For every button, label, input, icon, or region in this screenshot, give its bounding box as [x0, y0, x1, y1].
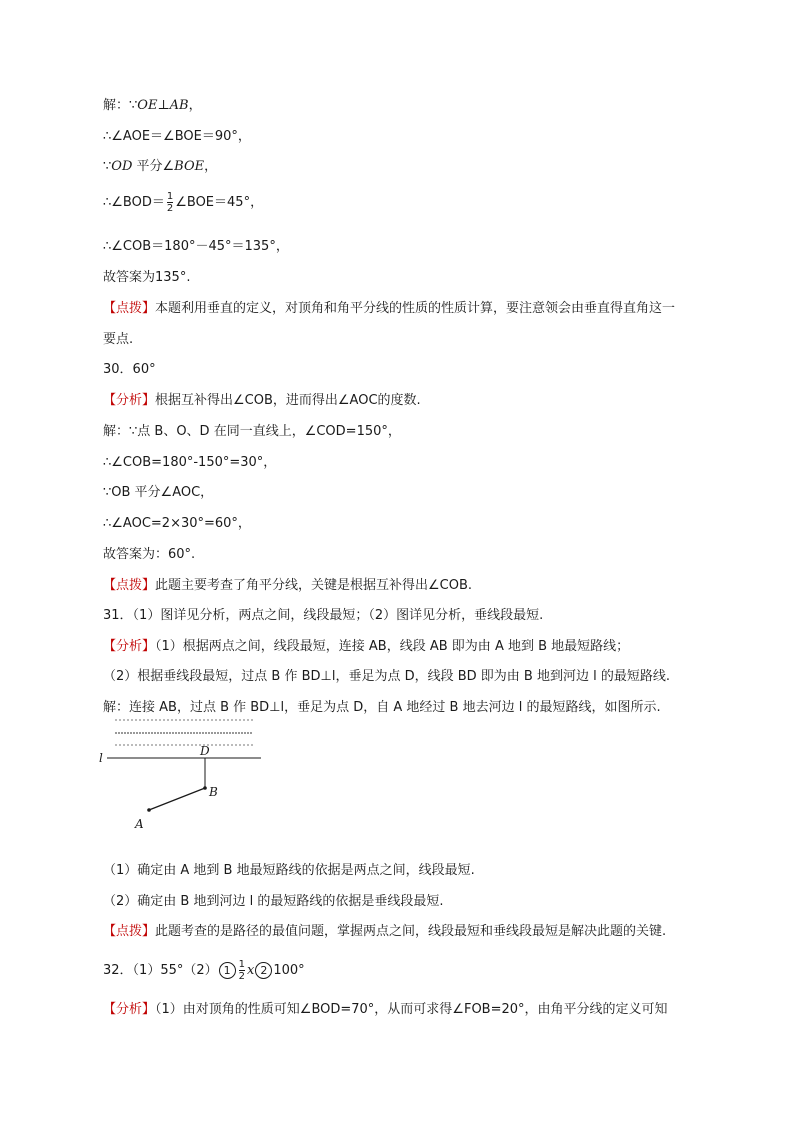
analysis-tag: 【分析】 [103, 1002, 156, 1017]
math: OE⊥AB [137, 98, 189, 113]
text: ， [188, 98, 202, 113]
point-a [147, 808, 151, 812]
text: 100° [273, 963, 305, 978]
solution-line-5: ∴∠COB＝180°－45°＝135°， [103, 239, 289, 254]
label-l: l [99, 751, 103, 765]
tip-tag: 【点拨】 [103, 301, 156, 316]
solution-line-1 [103, 97, 202, 115]
numerator: 1 [166, 190, 174, 202]
solution-30-line-3: ∵OB 平分∠AOC， [103, 485, 214, 500]
math: x [247, 963, 255, 978]
tip-text: 本题利用垂直的定义，对顶角和角平分线的性质的性质计算，要注意领会由垂直得直角这一 [155, 301, 676, 316]
math: OD [111, 159, 133, 174]
analysis-30 [103, 392, 421, 410]
analysis-text: （1）由对顶角的性质可知∠BOD=70°，从而可求得∠FOB=20°，由角平分线的定义可知 [155, 1002, 668, 1017]
solution-line-2: ∴∠AOE＝∠BOE＝90°， [103, 129, 251, 144]
path-figure [95, 712, 275, 837]
math: BOE [174, 159, 205, 174]
analysis-tag: 【分析】 [103, 639, 156, 654]
label-d: D [200, 744, 210, 758]
tip-line-2: 要点. [103, 332, 134, 347]
label-a: A [135, 817, 144, 831]
tip-line-1 [103, 300, 675, 318]
fraction [167, 192, 173, 214]
point-b [203, 786, 207, 790]
denominator: 2 [166, 202, 174, 214]
tip-31 [103, 923, 666, 941]
tip-30 [103, 577, 472, 595]
text: 平分∠ [132, 159, 175, 174]
fraction [239, 960, 245, 982]
text: ∠BOE＝45°， [175, 195, 264, 210]
solution-30-line-1: 解：∵点 B、O、D 在同一直线上，∠COD=150°， [103, 424, 401, 439]
text: ， [204, 159, 218, 174]
text: 32．（1）55°（2） [103, 963, 218, 978]
conclusion-31-2: （2）确定由 B 地到河边 l 的最短路线的依据是垂线段最短. [103, 894, 444, 909]
solution-31: 解：连接 AB，过点 B 作 BD⊥l，垂足为点 D，自 A 地经过 B 地去河边 l 的最短路线，如图所示. [103, 700, 661, 715]
text: 解：∵ [103, 98, 138, 113]
segment-ab [149, 788, 205, 810]
text: ∴∠BOD＝ [103, 195, 165, 210]
solution-line-6: 故答案为135°. [103, 270, 191, 285]
solution-30-line-4: ∴∠AOC=2×30°=60°， [103, 516, 251, 531]
tip-text: 此题考查的是路径的最值问题，掌握两点之间，线段最短和垂线段最短是解决此题的关键. [155, 924, 667, 939]
circled-number: 1 [219, 962, 236, 979]
numerator: 1 [238, 958, 246, 970]
denominator: 2 [238, 970, 246, 982]
analysis-tag: 【分析】 [103, 393, 156, 408]
conclusion-31-1: （1）确定由 A 地到 B 地最短路线的依据是两点之间，线段最短. [103, 863, 475, 878]
answer-30: 30．60° [103, 362, 156, 377]
circled-number: 2 [255, 962, 272, 979]
analysis-text: 根据互补得出∠COB，进而得出∠AOC的度数. [155, 393, 421, 408]
tip-tag: 【点拨】 [103, 924, 156, 939]
solution-line-4 [103, 190, 263, 216]
answer-32 [103, 958, 305, 984]
solution-30-line-2: ∴∠COB=180°-150°=30°， [103, 455, 277, 470]
analysis-32 [103, 1001, 668, 1019]
analysis-text: （1）根据两点之间，线段最短，连接 AB，线段 AB 即为由 A 地到 B 地最短路线； [155, 639, 630, 654]
analysis-31 [103, 638, 629, 656]
answer-31: 31．（1）图详见分析，两点之间，线段最短；（2）图详见分析，垂线段最短. [103, 608, 544, 623]
analysis-31-line-2: （2）根据垂线段最短，过点 B 作 BD⊥l，垂足为点 D，线段 BD 即为由 B 地到河边 l 的最短路线. [103, 669, 670, 684]
label-b: B [209, 785, 218, 799]
solution-30-line-5: 故答案为：60°. [103, 547, 196, 562]
solution-line-3 [103, 158, 217, 176]
tip-text: 此题主要考查了角平分线，关键是根据互补得出∠COB. [155, 578, 473, 593]
tip-tag: 【点拨】 [103, 578, 156, 593]
text: ∵ [103, 159, 112, 174]
